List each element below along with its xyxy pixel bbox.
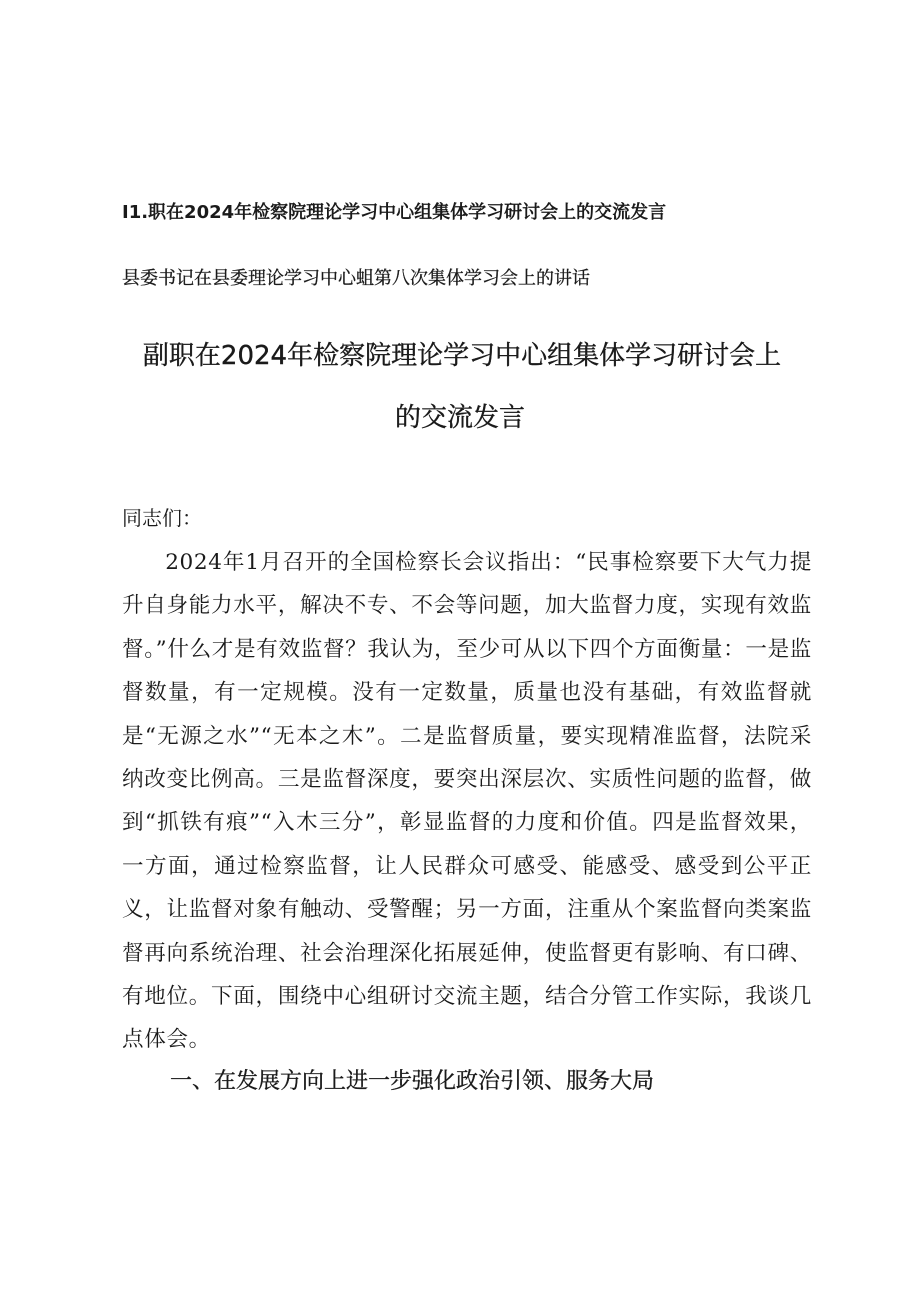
- document-title-line-2: 的交流发言: [394, 403, 525, 433]
- toc-entry-1: I1.职在2024年检察院理论学习中心组集体学习研讨会上的交流发言: [122, 202, 667, 223]
- section-heading-1: 一、在发展方向上进一步强化政治引领、服务大局: [170, 1069, 655, 1094]
- toc-entry-2: 县委书记在县委理论学习中心蛆第八次集体学习会上的讲话: [122, 268, 590, 289]
- salutation: 同志们：: [122, 506, 202, 530]
- body-paragraph: 2024年1月召开的全国检察长会议指出：“民事检察要下大气力提升自身能力水平，解决不专、不会等问题，加大监督力度，实现有效监督。”什么才是有效监督？我认为，至少可从以下四个方面衡量：一是监督数量，有一定规模。没有一定数量，质量也没有基础，有效监督就是“无源之水”“无本之木”。二是监督质量，要实现精准监督，法院采纳改变比例高。三是监督深度，要突出深层次、实质性问题的监督，做到“抓铁有痕”“入木三分”，彰显监督的力度和价值。四是监督效果，一方面，通过检察监督，让人民群众可感受、能感受、感受到公平正义，让监督对象有触动、受警醒；另一方面，注重从个案监督向类案监督再向系统治理、社会治理深化拓展延伸，使监督更有影响、有口碑、有地位。下面，围绕中心组研讨交流主题，结合分管工作实际，我谈几点体会。: [122, 550, 812, 1053]
- document-title-line-1: 副职在2024年检察院理论学习中心组集体学习研讨会上: [142, 341, 782, 371]
